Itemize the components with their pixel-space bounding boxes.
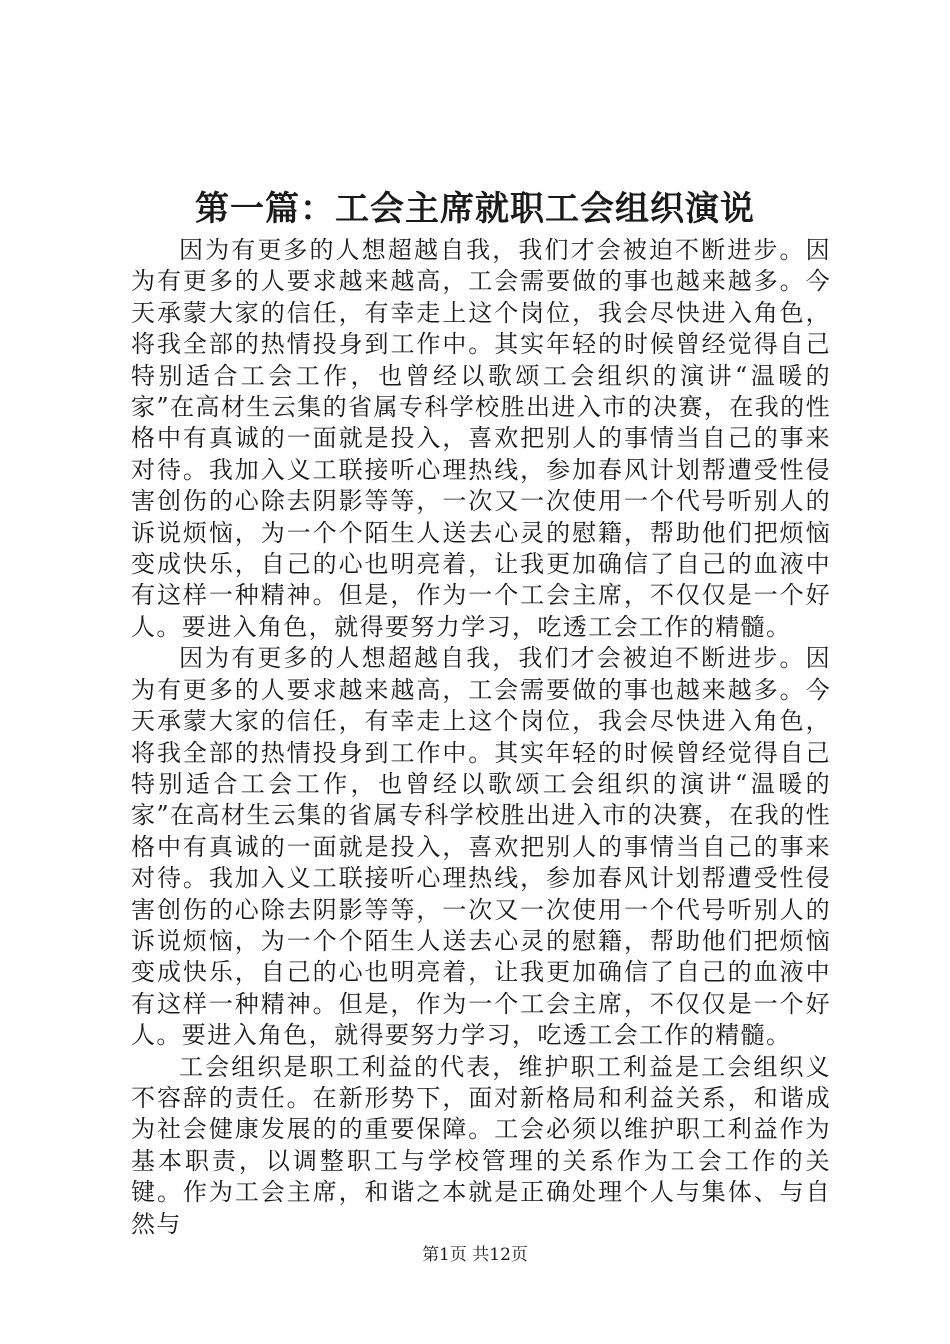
page-number-footer: 第1页 共12页 [422, 1245, 528, 1265]
document-body [131, 235, 831, 1240]
document-title: 第一篇：工会主席就职工会组织演说 [195, 189, 755, 229]
paragraph-3: 工会组织是职工利益的代表，维护职工利益是工会组织义不容辞的责任。在新形势下，面对新格局和利益关系，和谐成为社会健康发展的的重要保障。工会必须以维护职工利益作为基本职责，以调整职工与学校管理的关系作为工会工作的关键。作为工会主席，和谐之本就是正确处理个人与集体、与自然与 [131, 1052, 831, 1238]
paragraph-2: 因为有更多的人想超越自我，我们才会被迫不断进步。因为有更多的人要求越来越高，工会需要做的事也越来越多。今天承蒙大家的信任，有幸走上这个岗位，我会尽快进入角色，将我全部的热情投身到工作中。其实年轻的时候曾经觉得自己特别适合工会工作，也曾经以歌颂工会组织的演讲“温暖的家”在高材生云集的省属专科学校胜出进入市的决赛，在我的性格中有真诚的一面就是投入，喜欢把别人的事情当自己的事来对待。我加入义工联接听心理热线，参加春风计划帮遭受性侵害创伤的心除去阴影等等，一次又一次使用一个代号听别人的诉说烦恼，为一个个陌生人送去心灵的慰籍，帮助他们把烦恼变成快乐，自己的心也明亮着，让我更加确信了自己的血液中有这样一种精神。但是，作为一个工会主席，不仅仅是一个好人。要进入角色，就得要努力学习，吃透工会工作的精髓。 [131, 644, 831, 1050]
paragraph-1: 因为有更多的人想超越自我，我们才会被迫不断进步。因为有更多的人要求越来越高，工会需要做的事也越来越多。今天承蒙大家的信任，有幸走上这个岗位，我会尽快进入角色，将我全部的热情投身到工作中。其实年轻的时候曾经觉得自己特别适合工会工作，也曾经以歌颂工会组织的演讲“温暖的家”在高材生云集的省属专科学校胜出进入市的决赛，在我的性格中有真诚的一面就是投入，喜欢把别人的事情当自己的事来对待。我加入义工联接听心理热线，参加春风计划帮遭受性侵害创伤的心除去阴影等等，一次又一次使用一个代号听别人的诉说烦恼，为一个个陌生人送去心灵的慰籍，帮助他们把烦恼变成快乐，自己的心也明亮着，让我更加确信了自己的血液中有这样一种精神。但是，作为一个工会主席，不仅仅是一个好人。要进入角色，就得要努力学习，吃透工会工作的精髓。 [131, 236, 831, 641]
